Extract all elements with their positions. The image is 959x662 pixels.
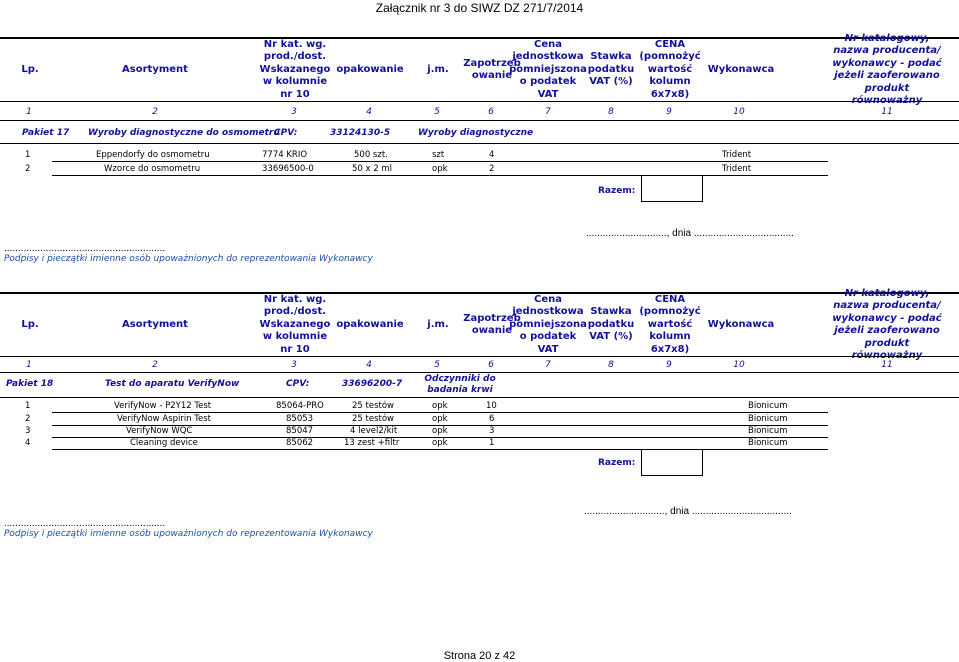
row-lp: 1 bbox=[25, 150, 31, 160]
pakiet17-category: Wyroby diagnostyczne bbox=[418, 128, 534, 138]
pakiet18-label: Pakiet 18 bbox=[6, 379, 54, 389]
header-wykonawca: Wykonawca bbox=[707, 318, 775, 330]
col-num-11: 11 bbox=[881, 360, 893, 370]
row-divider bbox=[52, 161, 828, 162]
col-num-7: 7 bbox=[545, 107, 551, 117]
row-name: Cleaning device bbox=[130, 438, 198, 448]
row-wykonawca: Trident bbox=[722, 150, 752, 160]
table2-column-numbers bbox=[0, 360, 959, 372]
col-num-1: 1 bbox=[26, 360, 32, 370]
row-divider bbox=[52, 412, 828, 413]
pakiet17-razem-box bbox=[641, 176, 703, 202]
pakiet18-razem-box bbox=[641, 450, 703, 476]
header-jm: j.m. bbox=[427, 318, 449, 330]
row-name: VerifyNow - P2Y12 Test bbox=[114, 401, 212, 411]
row-kat: 85047 bbox=[286, 426, 314, 436]
pakiet17-divider bbox=[0, 143, 959, 144]
row-jm: opk bbox=[432, 164, 448, 174]
row-jm: opk bbox=[432, 438, 448, 448]
table2-header bbox=[0, 287, 959, 361]
col-num-10: 10 bbox=[733, 107, 745, 117]
row-pack: 13 zest +filtr bbox=[344, 438, 400, 448]
col-num-11: 11 bbox=[881, 107, 893, 117]
row-kat: 85062 bbox=[286, 438, 314, 448]
row-divider bbox=[52, 175, 828, 176]
row-pack: 4 level2/kit bbox=[350, 426, 398, 436]
header-asortyment: Asortyment bbox=[122, 63, 188, 75]
col-num-4: 4 bbox=[366, 107, 372, 117]
col-num-8: 8 bbox=[608, 360, 614, 370]
col-num-8: 8 bbox=[608, 107, 614, 117]
row-jm: opk bbox=[432, 426, 448, 436]
table1-header bbox=[0, 32, 959, 106]
header-zapotrzebowanie: Zapotrzeb owanie bbox=[463, 57, 521, 81]
header-nr-kat: Nr kat. wg. prod./dost. Wskazanego w kolumnie nr 10 bbox=[259, 293, 331, 355]
row-kat: 85064-PRO bbox=[276, 401, 324, 411]
row-lp: 2 bbox=[25, 164, 31, 174]
pakiet18-signature-label: Podpisy i pieczątki imienne osób upoważnionych do reprezentowania Wykonawcy bbox=[4, 529, 373, 539]
header-nr-kat: Nr kat. wg. prod./dost. Wskazanego w kolumnie nr 10 bbox=[259, 38, 331, 100]
header-cena-jednostkowa: Cena jednostkowa pomniejszona o podatek VAT bbox=[509, 38, 587, 100]
pakiet18-razem-label: Razem: bbox=[598, 458, 636, 468]
pakiet17-row bbox=[0, 128, 959, 140]
row-pack: 50 x 2 ml bbox=[352, 164, 393, 174]
row-wykonawca: Bionicum bbox=[748, 401, 788, 411]
pakiet17-cpv-code: 33124130-5 bbox=[330, 128, 391, 138]
header-cena-jednostkowa: Cena jednostkowa pomniejszona o podatek VAT bbox=[509, 293, 587, 355]
header-lp: Lp. bbox=[21, 318, 39, 330]
row-pack: 500 szt. bbox=[354, 150, 388, 160]
header-cena-total: CENA (pomnożyć wartość kolumn 6x7x8) bbox=[639, 38, 701, 100]
header-wykonawca: Wykonawca bbox=[707, 63, 775, 75]
pakiet18-cpv-label: CPV: bbox=[286, 379, 310, 389]
pakiet17-signature-dots: .......................................................... bbox=[4, 243, 166, 254]
row-name: VerifyNow WQC bbox=[126, 426, 193, 436]
row-qty: 1 bbox=[489, 438, 495, 448]
col-num-1: 1 bbox=[26, 107, 32, 117]
pakiet18-row bbox=[0, 374, 959, 398]
row-qty: 2 bbox=[489, 164, 495, 174]
col-num-9: 9 bbox=[666, 107, 672, 117]
pakiet18-category: Odczynniki do badania krwi bbox=[424, 374, 496, 395]
header-asortyment: Asortyment bbox=[122, 318, 188, 330]
row-qty: 10 bbox=[486, 401, 497, 411]
col-num-2: 2 bbox=[152, 360, 158, 370]
row-lp: 1 bbox=[25, 401, 31, 411]
row-jm: opk bbox=[432, 401, 448, 411]
col-num-7: 7 bbox=[545, 360, 551, 370]
col-num-5: 5 bbox=[434, 360, 440, 370]
header-nr-katalogowy: Nr katalogowy, nazwa producenta/ wykonawcy - podać jeżeli zaoferowano produkt równoważny bbox=[832, 32, 942, 106]
page-footer: Strona 20 z 42 bbox=[443, 650, 516, 662]
col-num-9: 9 bbox=[666, 360, 672, 370]
table1-numrow-divider bbox=[0, 120, 959, 121]
header-jm: j.m. bbox=[427, 63, 449, 75]
row-pack: 25 testów bbox=[352, 414, 394, 424]
pakiet18-divider bbox=[0, 397, 959, 398]
col-num-6: 6 bbox=[488, 360, 494, 370]
row-lp: 3 bbox=[25, 426, 31, 436]
pakiet17-signature-label: Podpisy i pieczątki imienne osób upoważnionych do reprezentowania Wykonawcy bbox=[4, 254, 373, 264]
pakiet18-cpv-code: 33696200-7 bbox=[342, 379, 403, 389]
header-cena-total: CENA (pomnożyć wartość kolumn 6x7x8) bbox=[639, 293, 701, 355]
col-num-2: 2 bbox=[152, 107, 158, 117]
row-name: Eppendorfy do osmometru bbox=[96, 150, 210, 160]
row-wykonawca: Trident bbox=[722, 164, 752, 174]
table2-top-border bbox=[0, 292, 959, 294]
pakiet17-date-line: ............................., dnia .................................... bbox=[586, 228, 794, 239]
table1-header-divider bbox=[0, 101, 959, 102]
row-kat: 85053 bbox=[286, 414, 314, 424]
header-stawka-vat: Stawka podatku VAT (%) bbox=[587, 51, 635, 88]
pakiet18-name: Test do aparatu VerifyNow bbox=[105, 379, 240, 389]
pakiet18-signature-dots: .......................................................... bbox=[4, 518, 166, 529]
row-qty: 4 bbox=[489, 150, 495, 160]
pakiet17-cpv-label: CPV: bbox=[274, 128, 298, 138]
row-pack: 25 testów bbox=[352, 401, 394, 411]
header-opakowanie: opakowanie bbox=[336, 63, 404, 75]
row-wykonawca: Bionicum bbox=[748, 438, 788, 448]
table2-header-divider bbox=[0, 356, 959, 357]
header-nr-katalogowy: Nr katalogowy, nazwa producenta/ wykonawcy - podać jeżeli zaoferowano produkt równoważny bbox=[832, 287, 942, 361]
pakiet17-razem-label: Razem: bbox=[598, 186, 636, 196]
document-header-title: Załącznik nr 3 do SIWZ DZ 271/7/2014 bbox=[375, 1, 584, 15]
table1-column-numbers bbox=[0, 107, 959, 119]
row-name: VerifyNow Aspirin Test bbox=[117, 414, 212, 424]
header-zapotrzebowanie: Zapotrzeb owanie bbox=[463, 312, 521, 336]
row-qty: 6 bbox=[489, 414, 495, 424]
col-num-3: 3 bbox=[291, 107, 297, 117]
header-opakowanie: opakowanie bbox=[336, 318, 404, 330]
col-num-10: 10 bbox=[733, 360, 745, 370]
row-jm: opk bbox=[432, 414, 448, 424]
pakiet18-date-line: ............................., dnia .................................... bbox=[584, 506, 792, 517]
table1-top-border bbox=[0, 37, 959, 39]
row-kat: 33696500-0 bbox=[262, 164, 314, 174]
table2-numrow-divider bbox=[0, 372, 959, 373]
row-name: Wzorce do osmometru bbox=[104, 164, 201, 174]
pakiet17-label: Pakiet 17 bbox=[22, 128, 70, 138]
col-num-3: 3 bbox=[291, 360, 297, 370]
row-qty: 3 bbox=[489, 426, 495, 436]
pakiet17-name: Wyroby diagnostyczne do osmometru bbox=[88, 128, 280, 138]
row-lp: 4 bbox=[25, 438, 31, 448]
row-jm: szt bbox=[432, 150, 445, 160]
header-lp: Lp. bbox=[21, 63, 39, 75]
col-num-6: 6 bbox=[488, 107, 494, 117]
header-stawka-vat: Stawka podatku VAT (%) bbox=[587, 306, 635, 343]
row-divider bbox=[52, 449, 828, 450]
col-num-4: 4 bbox=[366, 360, 372, 370]
row-wykonawca: Bionicum bbox=[748, 414, 788, 424]
row-kat: 7774 KRIO bbox=[262, 150, 308, 160]
row-lp: 2 bbox=[25, 414, 31, 424]
col-num-5: 5 bbox=[434, 107, 440, 117]
row-wykonawca: Bionicum bbox=[748, 426, 788, 436]
